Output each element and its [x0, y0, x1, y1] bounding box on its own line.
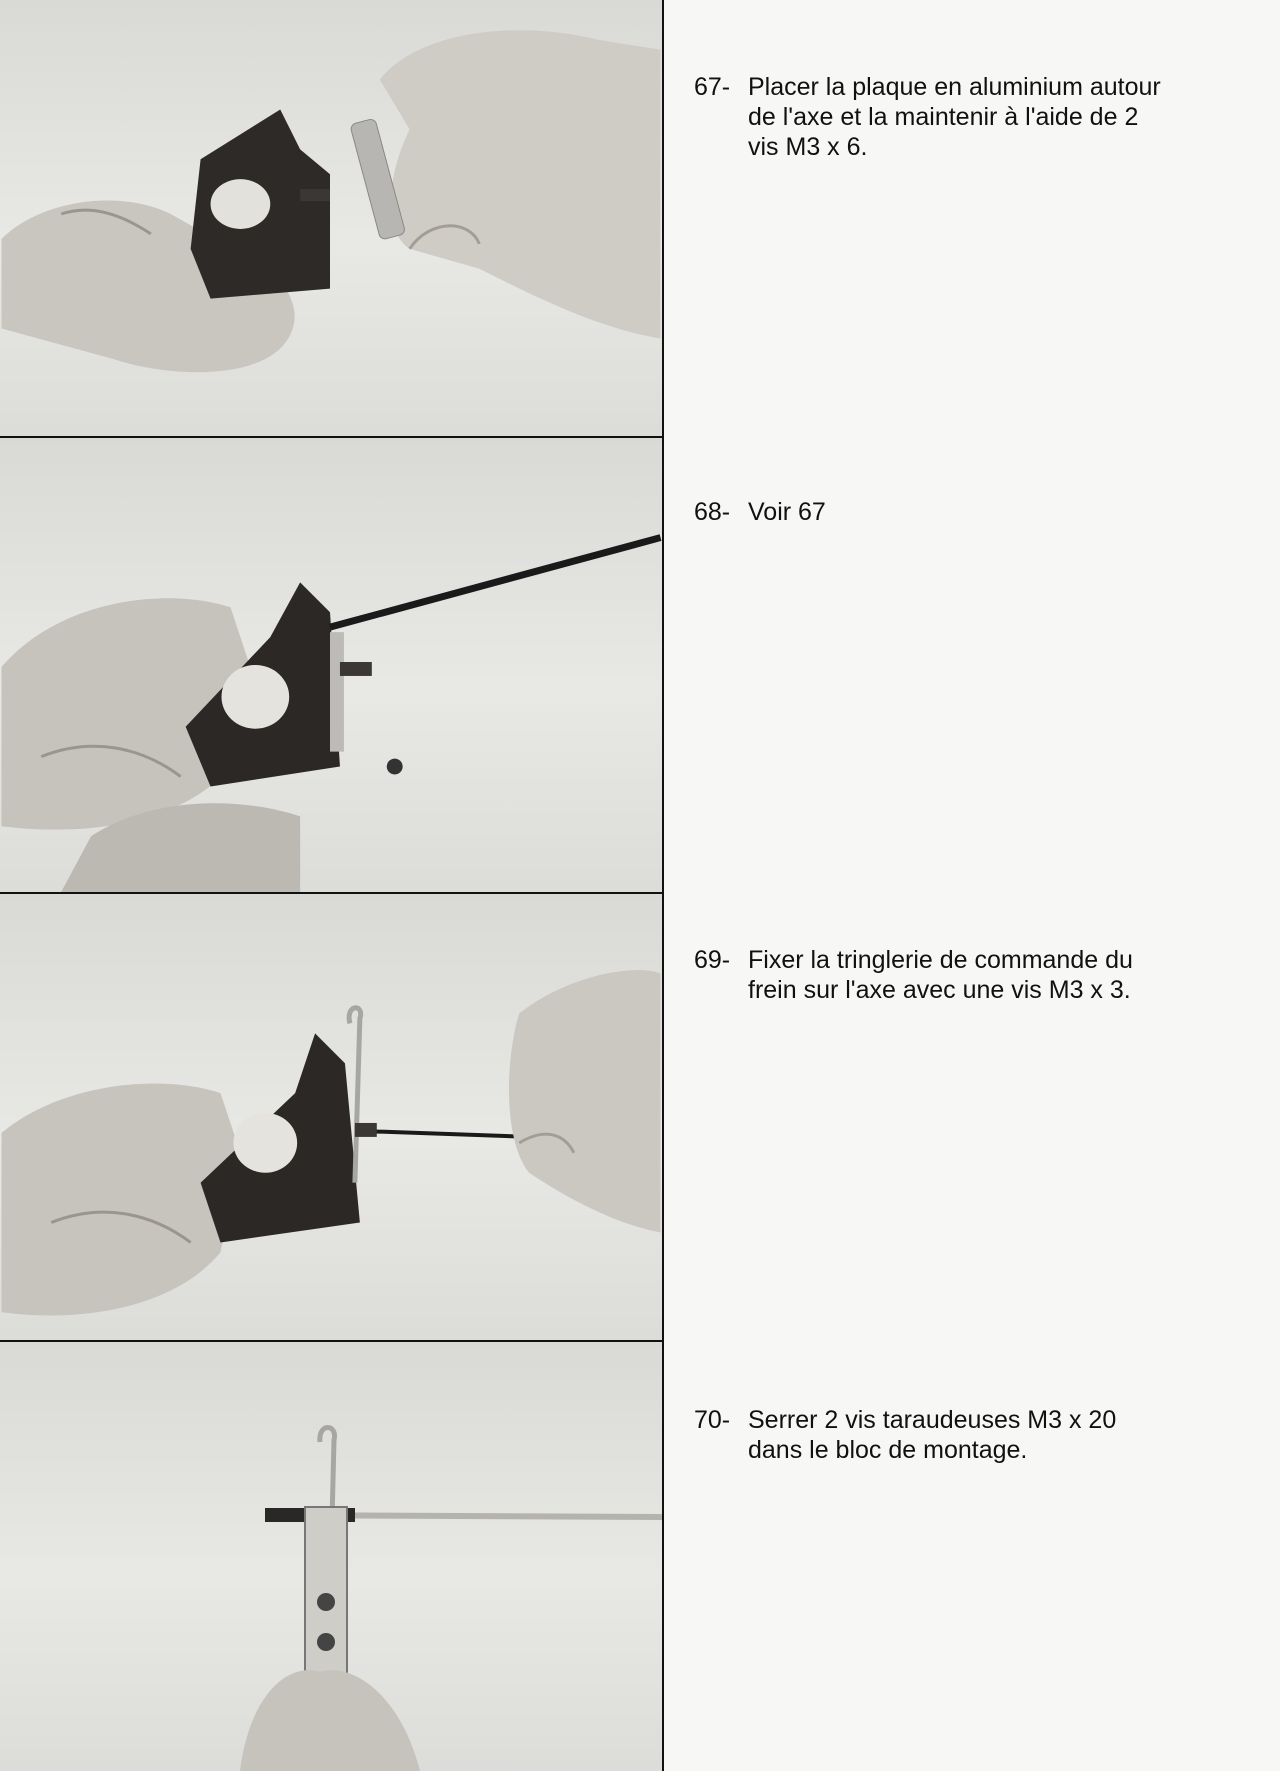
step-67-photo	[0, 0, 662, 438]
step-text: Placer la plaque en aluminium autour de l'axe et la maintenir à l'aide de 2 vis M3 x 6.	[748, 73, 1161, 161]
step-number: 67-	[694, 73, 731, 101]
step-70-photo	[0, 1342, 662, 1771]
step-67	[694, 72, 1254, 162]
step-68	[694, 497, 1254, 527]
step-number: 69-	[694, 946, 731, 974]
step-69-illustration	[0, 894, 662, 1340]
step-69	[694, 945, 1254, 1005]
step-text: Fixer la tringlerie de commande du frein sur l'axe avec une vis M3 x 3.	[748, 946, 1133, 1004]
step-68-illustration	[0, 438, 662, 892]
step-68-photo	[0, 438, 662, 894]
step-70-illustration	[0, 1342, 662, 1771]
step-number: 70-	[694, 1406, 731, 1434]
step-67-illustration	[0, 0, 662, 436]
step-text: Serrer 2 vis taraudeuses M3 x 20 dans le bloc de montage.	[748, 1406, 1117, 1464]
step-text: Voir 67	[748, 498, 826, 526]
step-70	[694, 1405, 1254, 1465]
step-number: 68-	[694, 498, 731, 526]
step-69-photo	[0, 894, 662, 1342]
